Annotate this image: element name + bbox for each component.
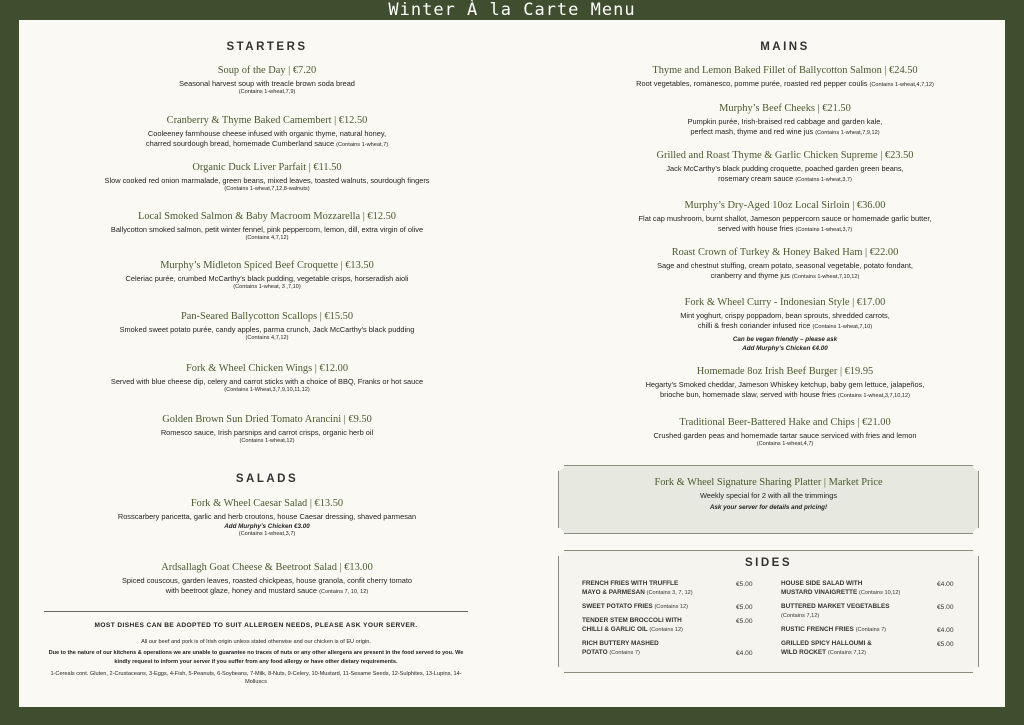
allergen-info: (Contains 1-wheat,7,12,8-walnuts) <box>224 185 310 192</box>
item-name: Pan-Seared Ballycotton Scallops | €15.50 <box>180 311 354 322</box>
item-description: Seasonal harvest soup with treacle brown soda bread <box>179 79 355 88</box>
item-note: Add Murphy’s Chicken €4.00 <box>742 344 828 352</box>
item-description-line: Sage and chestnut stuffing, cream potato, seasonal vegetable, potato fondant, <box>657 261 913 270</box>
item-description: Rosscarbery pancetta, garlic and herb croutons, house Caesar dressing, shaved parmesan <box>117 512 417 521</box>
allergen-footer <box>44 622 468 686</box>
allergen-info: (Contains 1-wheat,3,7) <box>795 226 853 233</box>
salads-heading: SALADS <box>235 473 299 485</box>
side-price: €5.00 <box>937 641 954 648</box>
item-name: Fork & Wheel Caesar Salad | €13.50 <box>190 498 344 509</box>
allergen-info: (Contains 12) <box>649 626 683 633</box>
item-description-line: charred sourdough bread, homemade Cumberland sauce <box>145 138 335 148</box>
item-note: Can be vegan friendly – please ask <box>732 335 838 343</box>
item-description: Slow cooked red onion marmalade, green beans, mixed leaves, toasted walnuts, sourdough fingers <box>104 176 430 185</box>
item-name: Homemade 8oz Irish Beef Burger | €19.95 <box>696 366 874 377</box>
box-notch <box>552 528 564 540</box>
side-name: CHILLI & GARLIC OIL <box>582 625 648 633</box>
side-name: TENDER STEM BROCCOLI WITH <box>582 617 682 624</box>
item-name: Cranberry & Thyme Baked Camembert | €12.50 <box>166 115 368 126</box>
platter-item <box>559 477 978 512</box>
allergen-info: (Contains 4,7,12) <box>245 334 289 341</box>
item-description-line: Cooleeney farmhouse cheese infused with organic thyme, natural honey, <box>147 129 387 138</box>
item-description <box>576 117 994 139</box>
main-item <box>576 417 994 447</box>
starter-item <box>44 162 490 192</box>
item-description <box>44 129 490 151</box>
allergen-info: (Contains 12) <box>654 604 689 610</box>
item-description: Romesco sauce, Irish parsnips and carrot crisps, organic herb oil <box>160 428 374 437</box>
side-item <box>781 626 886 635</box>
side-item <box>582 617 683 634</box>
item-description: Weekly special for 2 with all the trimmings <box>699 491 838 500</box>
side-name: MUSTARD VINAIGRETTE <box>781 588 858 596</box>
item-name: Roast Crown of Turkey & Honey Baked Ham | €22.00 <box>671 247 899 258</box>
main-item <box>576 247 994 283</box>
item-name: Traditional Beer-Battered Hake and Chips | €21.00 <box>679 417 891 428</box>
platter-box <box>558 465 979 534</box>
item-description <box>576 311 994 333</box>
side-price: €5.00 <box>937 604 954 611</box>
allergen-info: (Contains 3, 7, 12) <box>646 589 693 596</box>
box-notch <box>973 667 985 679</box>
side-price: €5.00 <box>736 604 753 611</box>
item-note: Add Murphy’s Chicken €3.00 <box>224 522 310 530</box>
item-description <box>44 576 490 598</box>
side-item <box>582 603 688 612</box>
starter-item <box>44 414 490 444</box>
side-price: €4.00 <box>937 627 954 634</box>
item-description-line: with beetroot glaze, honey and mustard sauce <box>165 585 317 595</box>
main-item <box>576 150 994 186</box>
allergen-info: (Contains 1-wheat,12) <box>239 437 295 444</box>
side-name: POTATO <box>582 648 608 656</box>
item-note: Ask your server for details and pricing! <box>709 503 828 511</box>
item-description-line: Mint yoghurt, crispy poppadom, bean sprouts, shredded carrots, <box>680 311 890 320</box>
item-description <box>576 380 994 402</box>
item-description-line: perfect mash, thyme and red wine jus <box>690 126 814 136</box>
side-item <box>781 640 872 657</box>
item-name: Ardsallagh Goat Cheese & Beetroot Salad | €13.00 <box>161 562 373 573</box>
item-description-line: Spiced couscous, garden leaves, roasted chickpeas, house granola, confit cherry tomato <box>121 576 413 585</box>
allergen-info: (Contains 1-wheat, 3 ,7,10) <box>233 283 301 290</box>
sides-box <box>558 550 979 673</box>
item-description-line: chilli & fresh coriander infused rice <box>697 320 811 330</box>
mains-heading: MAINS <box>760 41 810 53</box>
side-name: GRILLED SPICY HALLOUMI & <box>781 640 872 647</box>
item-description <box>576 214 994 236</box>
item-name: Fork & Wheel Signature Sharing Platter | Market Price <box>654 477 883 488</box>
allergen-info: (Contains 7) <box>609 649 640 656</box>
main-item <box>576 103 994 139</box>
item-description: Celeriac purée, crumbed McCarthy’s black pudding, vegetable crisps, horseradish aioli <box>125 274 409 283</box>
box-notch <box>552 544 564 556</box>
side-name: WILD ROCKET <box>781 648 827 656</box>
side-price: €4.00 <box>736 650 753 657</box>
main-item <box>576 366 994 402</box>
side-price: €5.00 <box>736 581 753 588</box>
item-description-line: cranberry and thyme jus <box>710 270 790 280</box>
item-description: Ballycotton smoked salmon, petit winter fennel, pink peppercorn, lemon, dill, extra virgin of olive <box>110 225 424 234</box>
item-name: Grilled and Roast Thyme & Garlic Chicken Supreme | €23.50 <box>656 150 914 161</box>
item-description-line: rosemary cream sauce <box>718 173 794 183</box>
starter-item <box>44 211 490 241</box>
item-name: Golden Brown Sun Dried Tomato Arancini | €9.50 <box>162 414 372 425</box>
starter-item <box>44 65 490 95</box>
item-name: Thyme and Lemon Baked Fillet of Ballycotton Salmon | €24.50 <box>652 65 918 76</box>
item-name: Murphy’s Beef Cheeks | €21.50 <box>719 103 851 114</box>
main-item <box>576 297 994 353</box>
salad-item <box>44 562 490 598</box>
footer-divider <box>44 611 468 612</box>
starter-item <box>44 363 490 393</box>
item-name: Murphy’s Dry-Aged 10oz Local Sirloin | €36.00 <box>684 200 886 211</box>
main-item <box>576 65 994 91</box>
allergen-info: (Contains 1-wheat,7) <box>336 141 389 148</box>
box-notch <box>552 459 564 471</box>
side-name: RICH BUTTERY MASHED <box>582 640 659 647</box>
allergen-info: (Contains 7,12) <box>781 612 820 619</box>
allergen-info: (Contains 10,12) <box>859 589 901 596</box>
side-name: HOUSE SIDE SALAD WITH <box>781 580 863 587</box>
footer-disclaimer: Due to the nature of our kitchens & operations we are unable to guarantee no traces of nuts or any other allergens are present in the food served to you. We kindly request to inform your server if you suffer from any food allergy or have other dietary requirements. <box>48 650 464 665</box>
side-item <box>582 640 659 657</box>
side-name: MAYO & PARMESAN <box>582 588 645 596</box>
main-item <box>576 200 994 236</box>
box-notch <box>973 459 985 471</box>
item-name: Organic Duck Liver Parfait | €11.50 <box>192 162 342 173</box>
starter-item <box>44 115 490 151</box>
footer-origin: All our beef and pork is of Irish origin unless stated otherwise and our chicken is of EU origin. <box>141 639 371 645</box>
side-price: €4.00 <box>937 581 954 588</box>
item-description <box>576 164 994 186</box>
item-description-line: Pumpkin purée, Irish-braised red cabbage and garden kale, <box>687 117 883 126</box>
item-name: Murphy’s Midleton Spiced Beef Croquette | €13.50 <box>160 260 374 271</box>
side-item <box>582 580 693 597</box>
allergen-info: (Contains 7) <box>855 627 887 633</box>
side-item <box>781 603 890 620</box>
footer-allergen-key: 1-Cereals cont. Gluten, 2-Crustaceans, 3-Eggs, 4-Fish, 5-Peanuts, 6-Soybeans, 7-Milk, 8-Nuts, 9-Celery, 10-Mustard, 11-Sesame Seeds, 12-Sulphites, 13-Lupins, 14-Molluscs <box>50 671 462 685</box>
allergen-info: (Contains 1-wheat,7,10) <box>812 323 873 330</box>
allergen-info: (Contains 1-wheat,7,9,12) <box>815 129 880 136</box>
starter-item <box>44 311 490 341</box>
allergen-info: (Contains 1-wheat,7,9) <box>238 88 296 95</box>
allergen-info: (Contains 1-Wheat,3,7,9,10,11,12) <box>224 386 310 393</box>
item-description-line: brioche bun, homemade slaw, served with house fries <box>659 389 836 399</box>
allergen-info: (Contains 1-wheat,3,7) <box>795 176 852 183</box>
item-name: Fork & Wheel Curry - Indonesian Style | €17.00 <box>684 297 886 308</box>
item-description: Crushed garden peas and homemade tartar sauce serviced with fries and lemon <box>653 431 917 440</box>
side-name: BUTTERED MARKET VEGETABLES <box>781 603 890 610</box>
item-description-line: Root vegetables, romanesco, pomme purée, roasted red pepper coulis <box>636 79 868 88</box>
side-name: SWEET POTATO FRIES <box>582 603 653 610</box>
allergen-info: (Contains 7,12) <box>827 649 867 656</box>
allergen-info: (Contains 1-wheat,4,7,12) <box>869 82 934 88</box>
side-item <box>781 580 900 597</box>
allergen-info: (Contains 7, 10, 12) <box>319 588 369 595</box>
box-notch <box>973 528 985 540</box>
item-description-line: served with house fries <box>717 223 794 233</box>
allergen-info: (Contains 1-wheat,4,7) <box>756 440 814 447</box>
item-name: Local Smoked Salmon & Baby Macroom Mozzarella | €12.50 <box>137 211 397 222</box>
item-name: Fork & Wheel Chicken Wings | €12.00 <box>185 363 349 374</box>
item-name: Soup of the Day | €7.20 <box>217 65 317 76</box>
sides-heading: SIDES <box>744 557 792 569</box>
box-notch <box>552 667 564 679</box>
starters-heading: STARTERS <box>226 41 308 53</box>
starter-item <box>44 260 490 290</box>
allergen-info: (Contains 4,7,12) <box>245 234 289 241</box>
menu-title: Winter À la Carte Menu <box>388 0 636 20</box>
item-description <box>576 79 994 91</box>
item-description-line: Jack McCarthy’s black pudding croquette, poached garden green beans, <box>666 164 904 173</box>
allergen-info: (Contains 1-wheat,7,10,12) <box>791 273 860 280</box>
allergen-info: (Contains 1-wheat,3,7) <box>238 530 296 537</box>
side-name: RUSTIC FRENCH FRIES <box>781 626 854 633</box>
item-description <box>576 261 994 283</box>
allergen-info: (Contains 1-wheat,3,7,10,12) <box>837 392 911 399</box>
side-price: €5.00 <box>736 618 753 625</box>
salad-item <box>44 498 490 537</box>
footer-headline: MOST DISHES CAN BE ADOPTED TO SUIT ALLERGEN NEEDS, PLEASE ASK YOUR SERVER. <box>94 622 418 629</box>
item-description-line: Flat cap mushroom, burnt shallot, Jameson peppercorn sauce or homemade garlic butter, <box>638 214 932 223</box>
box-notch <box>973 544 985 556</box>
item-description: Served with blue cheese dip, celery and carrot sticks with a choice of BBQ, Franks or hot sauce <box>110 377 424 386</box>
side-name: FRENCH FRIES WITH TRUFFLE <box>582 580 679 587</box>
item-description-line: Hegarty’s Smoked cheddar, Jameson Whiskey ketchup, baby gem lettuce, jalapeños, <box>645 380 925 389</box>
item-description: Smoked sweet potato purée, candy apples, parma crunch, Jack McCarthy’s black pudding <box>119 325 415 334</box>
